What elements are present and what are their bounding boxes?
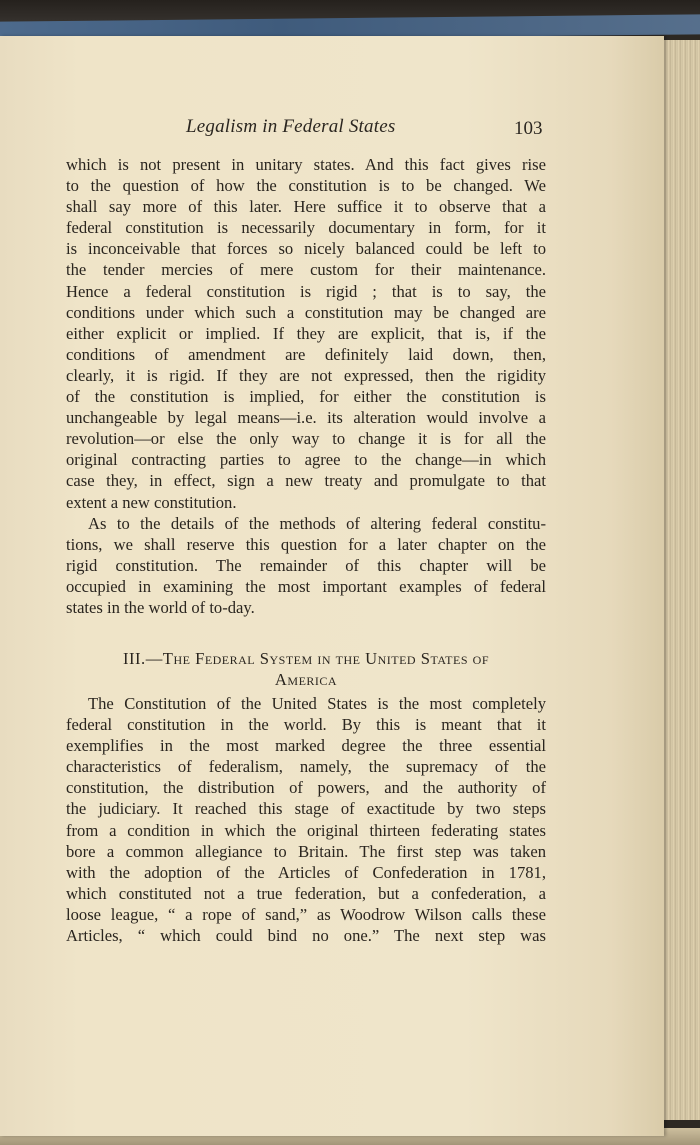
- page-stack-edge: [662, 40, 700, 1120]
- page-number: 103: [514, 118, 543, 139]
- section-heading: [66, 648, 546, 690]
- paragraph-1-line: to the question of how the constitution is to be changed. We: [66, 176, 546, 196]
- paragraph-1-line: unchangeable by legal means—i.e. its alteration would involve a: [66, 408, 546, 428]
- paragraph-3-line: with the adoption of the Articles of Confederation in 1781,: [66, 862, 546, 882]
- body-text-top: [66, 154, 546, 618]
- paragraph-3-line: Articles, “ which could bind no one.” The next step was: [66, 926, 546, 946]
- paragraph-1-line: which is not present in unitary states. And this fact gives rise: [66, 155, 546, 174]
- paragraph-3-line: constitution, the distribution of powers, and the authority of: [66, 778, 546, 798]
- paragraph-3-line: The Constitution of the United States is the most completely: [88, 694, 546, 713]
- paragraph-1-line: the tender mercies of mere custom for their maintenance.: [66, 260, 546, 280]
- section-heading-line-2: America: [274, 670, 338, 689]
- paragraph-3-line: which constituted not a true federation, but a confederation, a: [66, 883, 546, 903]
- paragraph-1-line: case they, in effect, sign a new treaty and promulgate to that: [66, 471, 546, 491]
- paragraph-1-line: original contracting parties to agree to the change—in which: [66, 450, 546, 470]
- section-heading-line-1: III.—The Federal System in the United States of: [122, 649, 489, 668]
- paragraph-2-line: states in the world of to-day.: [66, 597, 255, 617]
- paragraph-3-line: loose league, “ a rope of sand,” as Woodrow Wilson calls these: [66, 904, 546, 924]
- paragraph-1-line: either explicit or implied. If they are explicit, that is, if the: [66, 323, 546, 343]
- paragraph-1-line: clearly, it is rigid. If they are not expressed, then the rigidity: [66, 365, 546, 385]
- paragraph-3-line: federal constitution in the world. By this is meant that it: [66, 715, 546, 735]
- running-title: Legalism in Federal States: [186, 116, 396, 137]
- paragraph-2-line: As to the details of the methods of altering federal constitu-: [88, 513, 546, 533]
- body-text-bottom: [66, 693, 546, 946]
- paragraph-2-line: occupied in examining the most important examples of federal: [66, 576, 546, 596]
- paragraph-1-line: is inconceivable that forces so nicely balanced could be left to: [66, 239, 546, 259]
- paragraph-3-line: bore a common allegiance to Britain. The first step was taken: [66, 841, 546, 861]
- paragraph-3-line: characteristics of federalism, namely, the supremacy of the: [66, 757, 546, 777]
- paragraph-3-line: the judiciary. It reached this stage of exactitude by two steps: [66, 799, 546, 819]
- paragraph-1-line: revolution—or else the only way to change it is for all the: [66, 429, 546, 449]
- paragraph-1-line: extent a new constitution.: [66, 492, 237, 512]
- paragraph-3-line: exemplifies in the most marked degree the three essential: [66, 736, 546, 756]
- paragraph-2-line: rigid constitution. The remainder of this chapter will be: [66, 555, 546, 575]
- paragraph-1-line: shall say more of this later. Here suffice it to observe that a: [66, 197, 546, 217]
- paragraph-2-line: tions, we shall reserve this question for a later chapter on the: [66, 534, 546, 554]
- paragraph-1-line: Hence a federal constitution is rigid ; that is to say, the: [66, 281, 546, 301]
- paragraph-1-line: conditions of amendment are definitely laid down, then,: [66, 344, 546, 364]
- paragraph-3-line: from a condition in which the original thirteen federating states: [66, 820, 546, 840]
- paragraph-1-line: of the constitution is implied, for either the constitution is: [66, 387, 546, 407]
- paragraph-1-line: conditions under which such a constitution may be changed are: [66, 302, 546, 322]
- page-header: [0, 112, 664, 144]
- paragraph-1-line: federal constitution is necessarily documentary in form, for it: [66, 218, 546, 238]
